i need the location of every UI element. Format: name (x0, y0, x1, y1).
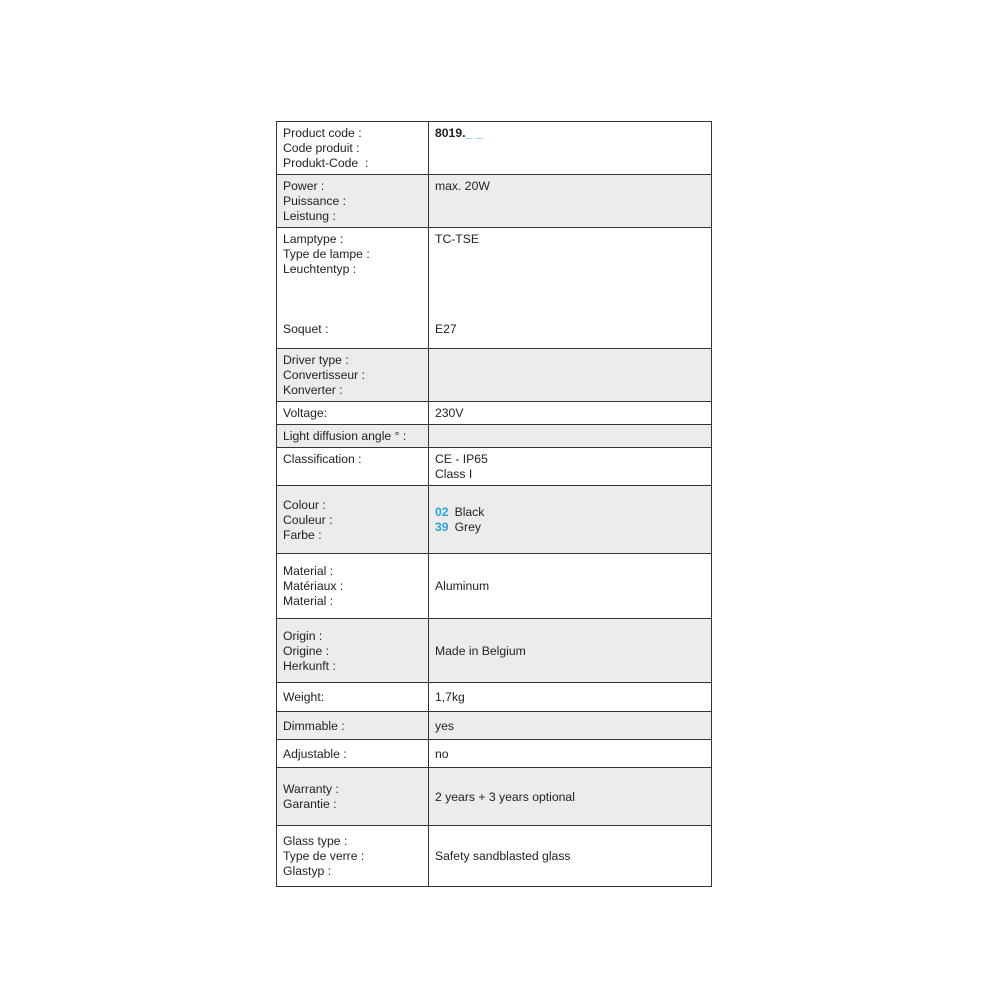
label-origin-fr: Origine : (283, 643, 330, 658)
lamptype-values (429, 228, 712, 349)
row-material (277, 554, 712, 619)
colour-options (429, 486, 712, 554)
origin-labels (277, 619, 429, 683)
label-material-de: Material : (283, 594, 334, 608)
product-code-suffix: _ _ (465, 126, 483, 140)
label-power-en: Power : (283, 179, 325, 193)
voltage-value: 230V (429, 402, 712, 425)
lamptype-labels (277, 228, 429, 349)
classification-values (429, 448, 712, 486)
label-glass-fr: Type de verre : (283, 849, 365, 863)
colour-option (435, 520, 705, 535)
label-voltage: Voltage: (277, 402, 429, 425)
glass-value: Safety sandblasted glass (429, 826, 712, 887)
label-warranty-fr: Garantie : (283, 797, 337, 811)
label-driver-fr: Convertisseur : (283, 368, 365, 382)
origin-value: Made in Belgium (429, 619, 712, 683)
row-diffusion (277, 425, 712, 448)
label-origin-en: Origin : (283, 628, 323, 643)
label-origin-de: Herkunft : (283, 658, 336, 673)
label-power-de: Leistung : (283, 209, 336, 223)
driver-value (429, 349, 712, 402)
label-dimmable: Dimmable : (277, 712, 429, 740)
dimmable-value: yes (429, 712, 712, 740)
adjustable-value: no (429, 740, 712, 768)
row-warranty (277, 768, 712, 826)
product-code-labels (277, 122, 429, 175)
row-power (277, 175, 712, 228)
colour-name: Black (454, 505, 485, 519)
row-lamptype (277, 228, 712, 349)
power-value: max. 20W (429, 175, 712, 228)
row-dimmable (277, 712, 712, 740)
label-colour-en: Colour : (283, 497, 326, 512)
row-colour (277, 486, 712, 554)
glass-labels (277, 826, 429, 887)
label-lamptype-en: Lamptype : (283, 232, 344, 246)
label-product-code-de: Produkt-Code : (283, 156, 369, 170)
material-labels (277, 554, 429, 619)
classification-value-1: CE - IP65 (435, 452, 488, 466)
label-driver-en: Driver type : (283, 353, 349, 367)
material-value: Aluminum (429, 554, 712, 619)
row-adjustable (277, 740, 712, 768)
warranty-value: 2 years + 3 years optional (429, 768, 712, 826)
label-colour-de: Farbe : (283, 527, 322, 542)
row-weight (277, 683, 712, 712)
label-power-fr: Puissance : (283, 194, 347, 208)
label-glass-de: Glastyp : (283, 864, 332, 878)
label-weight: Weight: (277, 683, 429, 712)
label-adjustable: Adjustable : (277, 740, 429, 768)
colour-name: Grey (454, 520, 481, 534)
colour-option (435, 505, 705, 520)
row-origin (277, 619, 712, 683)
classification-value-2: Class I (435, 467, 473, 481)
label-lamptype-fr: Type de lampe : (283, 247, 370, 261)
label-lamptype-de: Leuchtentyp : (283, 262, 357, 276)
row-driver (277, 349, 712, 402)
row-glass (277, 826, 712, 887)
label-product-code-fr: Code produit : (283, 141, 360, 155)
soquet-value: E27 (435, 322, 457, 336)
weight-value: 1,7kg (429, 683, 712, 712)
label-classification: Classification : (277, 448, 429, 486)
colour-labels (277, 486, 429, 554)
label-material-en: Material : (283, 564, 334, 578)
label-colour-fr: Couleur : (283, 512, 333, 527)
label-soquet: Soquet : (283, 322, 329, 336)
label-product-code-en: Product code : (283, 126, 362, 140)
row-classification (277, 448, 712, 486)
product-code-prefix: 8019. (435, 126, 466, 140)
label-material-fr: Matériaux : (283, 579, 344, 593)
label-driver-de: Konverter : (283, 383, 343, 397)
row-voltage (277, 402, 712, 425)
colour-code: 02 (435, 505, 449, 519)
label-diffusion: Light diffusion angle ° : (277, 425, 429, 448)
power-labels (277, 175, 429, 228)
driver-labels (277, 349, 429, 402)
colour-code: 39 (435, 520, 449, 534)
diffusion-value (429, 425, 712, 448)
spec-table (276, 121, 712, 887)
product-code-value (429, 122, 712, 175)
row-product-code (277, 122, 712, 175)
label-glass-en: Glass type : (283, 834, 348, 848)
label-warranty-en: Warranty : (283, 782, 339, 796)
warranty-labels (277, 768, 429, 826)
lamptype-value: TC-TSE (435, 232, 480, 246)
